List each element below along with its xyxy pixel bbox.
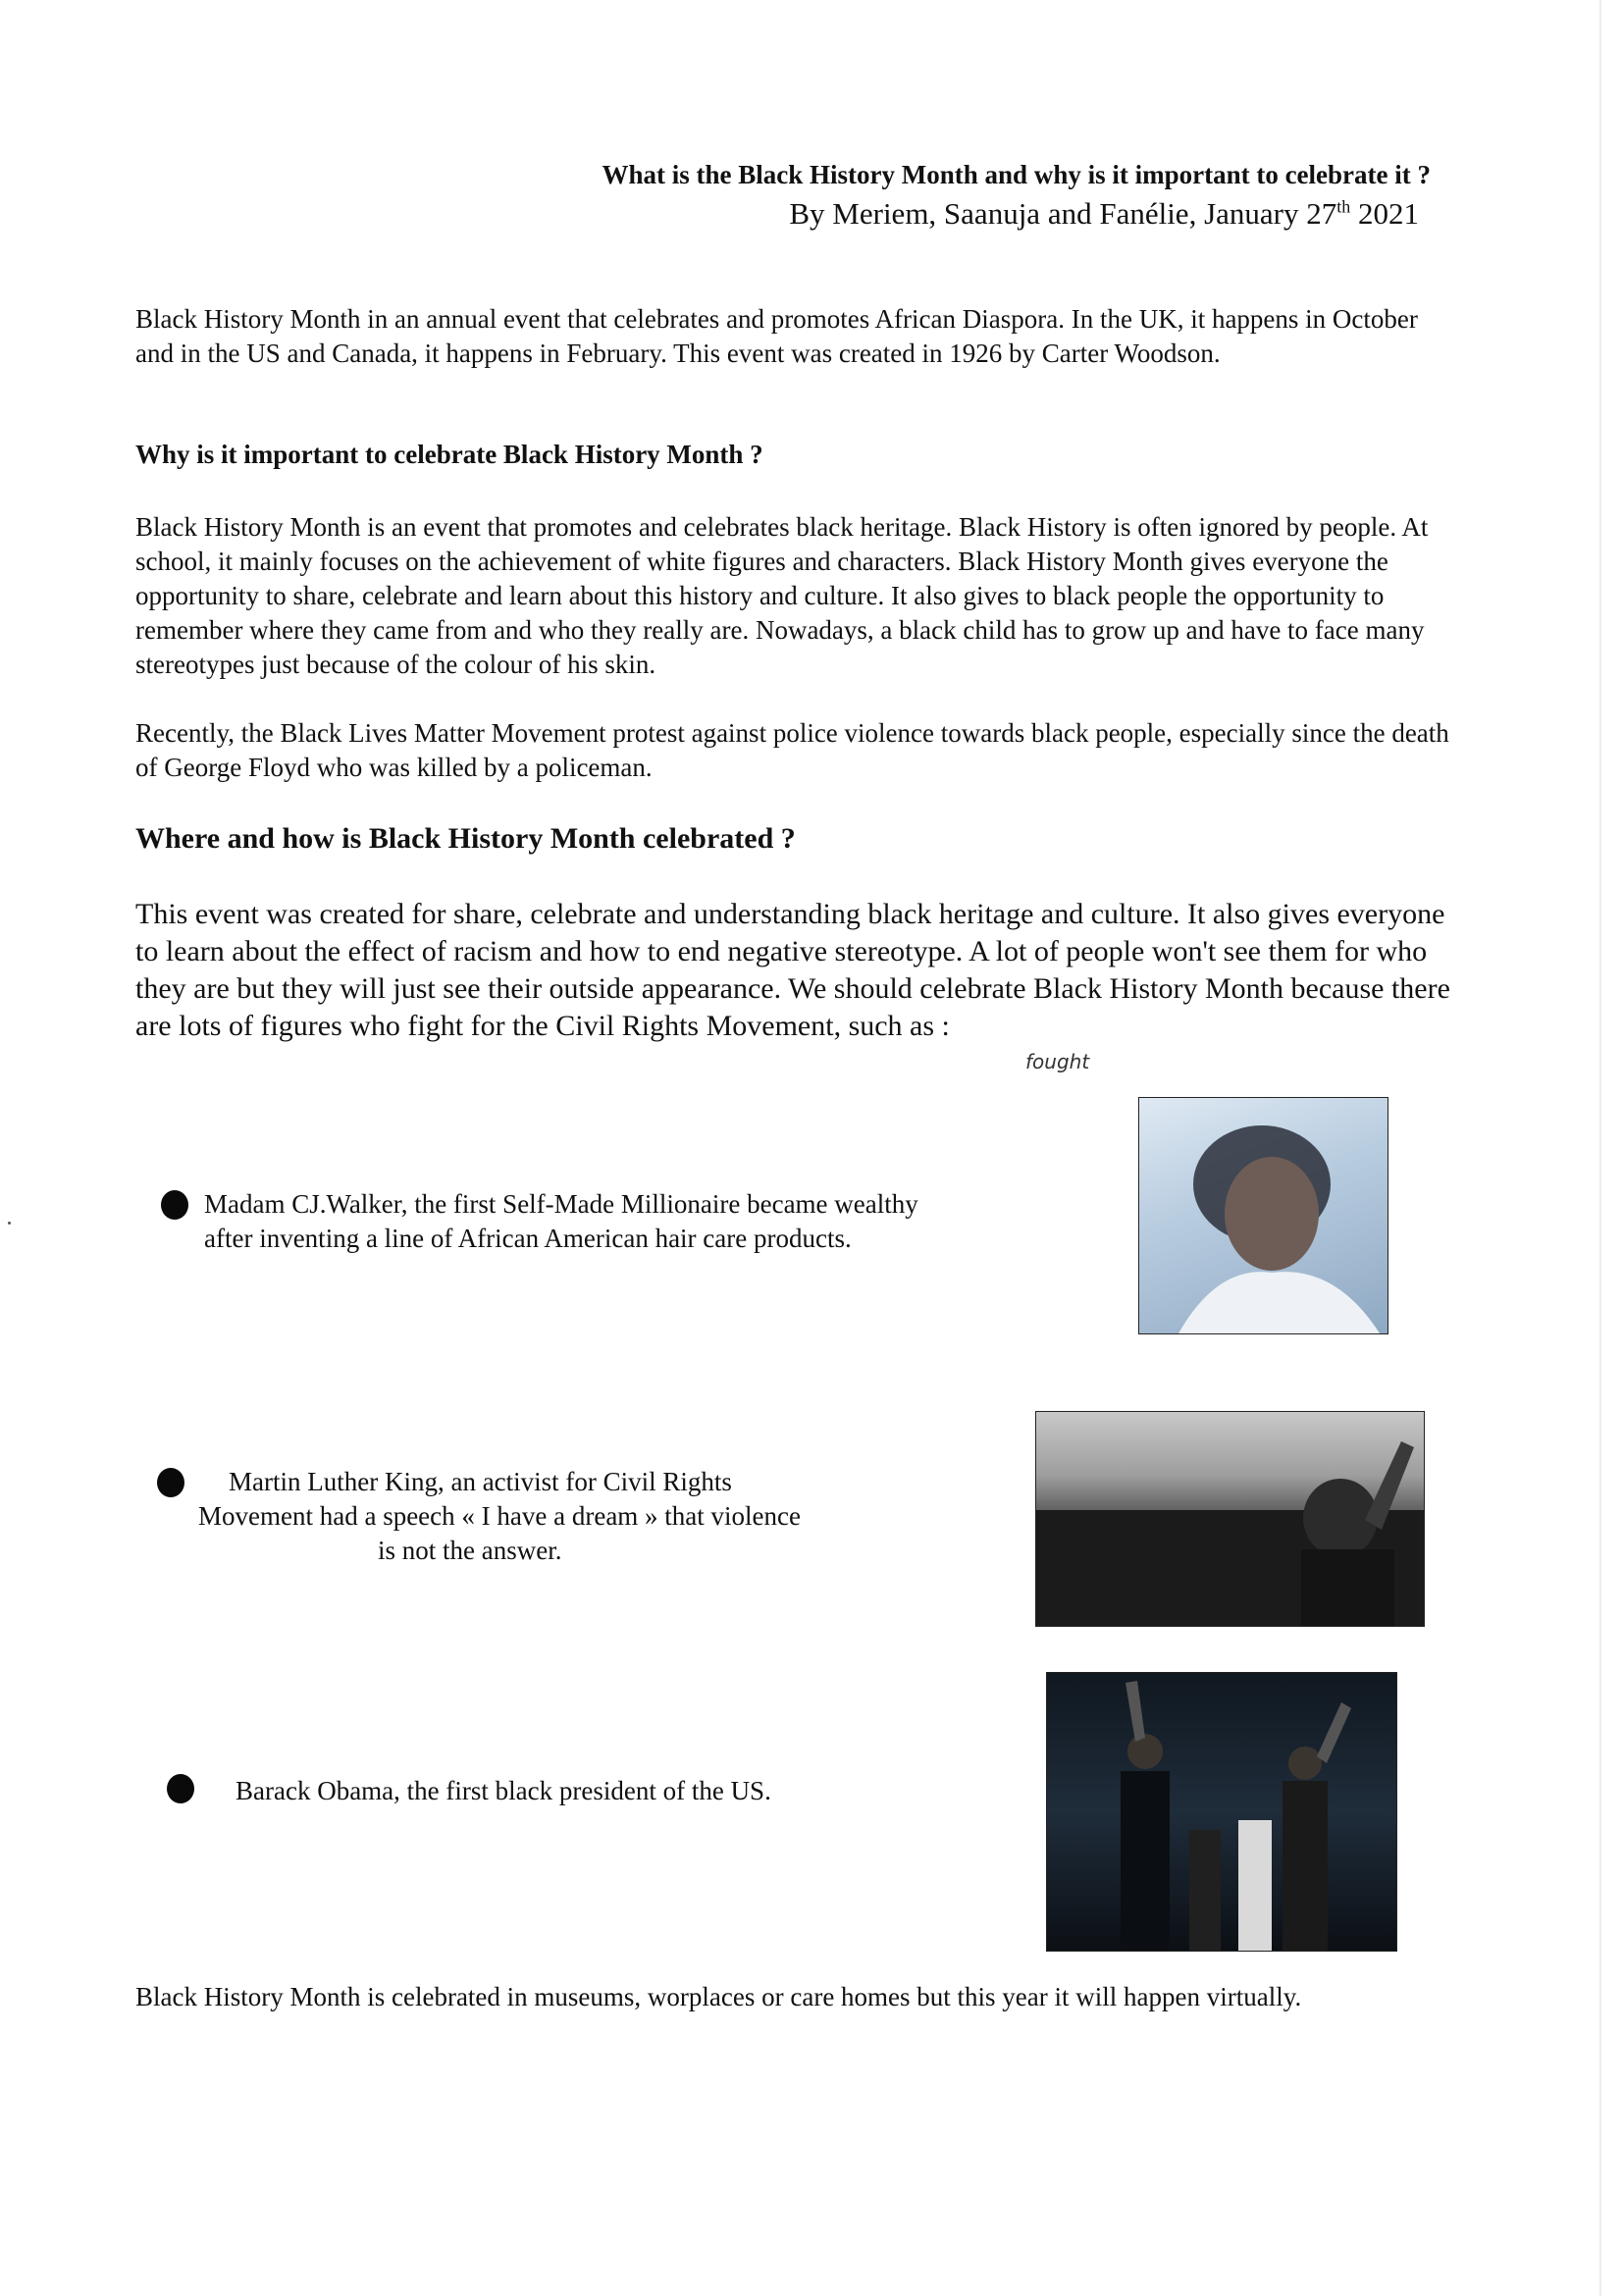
where-paragraph: This event was created for share, celebrate and understanding black heritage and culture. It also gives everyone to learn about the effect of racism and how to end negative stereotype. A lot of people won't see them for who they are but they will just see their outside appearance. We should celebrate Black History Month because there are lots of figures who fight for the Civil Rights Movement, such as : [135,898,1450,1042]
obama-text-line-1: Barack Obama, the first black president of the US. [236,1776,771,1805]
why-paragraph-2: Recently, the Black Lives Matter Movement protest against police violence towards black people, especially since the death of George Floyd who was killed by a policeman. [135,718,1449,782]
byline [789,196,1419,232]
closing-paragraph: Black History Month is celebrated in museums, worplaces or care homes but this year it will happen virtually. [135,1982,1302,2011]
photo-martin-luther-king [1035,1411,1425,1627]
page-edge [1599,0,1601,2296]
intro-paragraph: Black History Month in an annual event that celebrates and promotes African Diaspora. In the UK, it happens in October and in the US and Canada, it happens in February. This event was created in 1926 by Carter Woodson. [135,304,1418,368]
handwritten-correction: fought [1025,1050,1090,1073]
king-text-line-1: Martin Luther King, an activist for Civil Rights [229,1467,732,1496]
family-illustration [1047,1673,1396,1951]
bullet-icon [167,1774,194,1803]
walker-text-line-1: Madam CJ.Walker, the first Self-Made Millionaire became wealthy [204,1189,918,1219]
bullet-icon [157,1468,184,1497]
stray-mark [8,1222,11,1225]
walker-text-line-2: after inventing a line of African American hair care products. [204,1224,852,1253]
king-text-line-3: is not the answer. [378,1536,562,1565]
portrait-illustration [1139,1098,1387,1333]
byline-text: By Meriem, Saanuja and Fanélie, January 27 [789,196,1337,231]
section-heading-why: Why is it important to celebrate Black History Month ? [135,440,763,469]
bullet-icon [161,1190,188,1220]
photo-barack-obama [1046,1672,1397,1952]
photo-madam-cj-walker [1138,1097,1388,1334]
king-text-line-2: Movement had a speech « I have a dream » that violence [198,1501,801,1531]
byline-year: 2021 [1350,196,1419,231]
section-heading-where: Where and how is Black History Month celebrated ? [135,822,796,855]
why-paragraph-1: Black History Month is an event that promotes and celebrates black heritage. Black History is often ignored by people. At school, it mainly focuses on the achievement of white figures and characters. Black History Month gives everyone the opportunity to share, celebrate and learn about this history and culture. It also gives to black people the opportunity to remember where they came from and who they really are. Nowadays, a black child has to grow up and have to face many stereotypes just because of the colour of his skin. [135,512,1429,679]
byline-superscript: th [1336,196,1351,217]
crowd-illustration [1036,1412,1424,1626]
document-title: What is the Black History Month and why is it important to celebrate it ? [602,160,1431,189]
